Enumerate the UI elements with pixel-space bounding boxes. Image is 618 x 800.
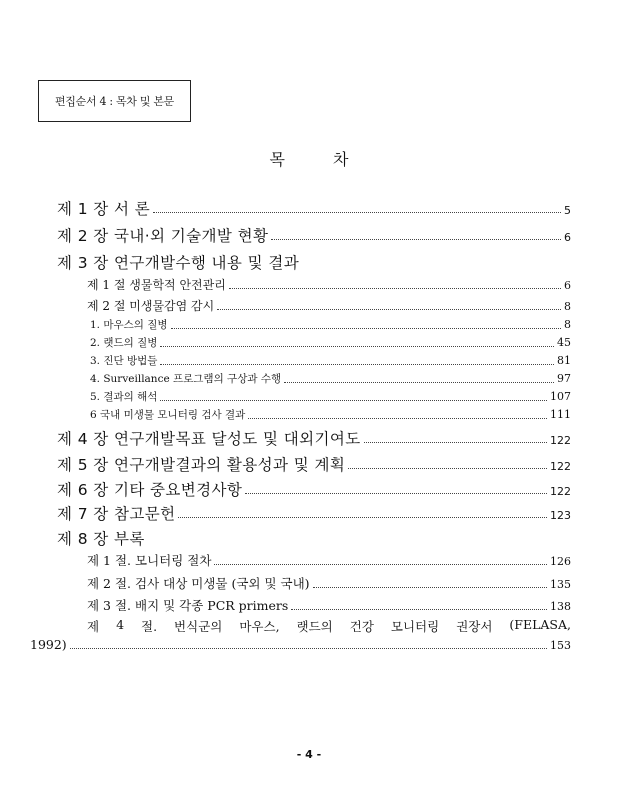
word: 제 [87, 619, 100, 634]
toc-entry-page: 122 [550, 460, 571, 473]
toc-entry[interactable] [90, 407, 571, 422]
toc-entry[interactable] [87, 596, 571, 614]
toc-entry-page: 5 [564, 204, 571, 217]
toc-entry-label: 제 1 절 생물학적 안전관리 [87, 278, 226, 292]
leader-dots [284, 382, 554, 383]
toc-entry-label: 제 2 장 국내·외 기술개발 현황 [57, 227, 269, 245]
toc-entry-label: 1992) [30, 637, 67, 652]
leader-dots [271, 239, 561, 240]
word: 권장서 [456, 619, 493, 634]
toc-title: 목차 [269, 150, 397, 169]
toc-entry-label: 제 4 장 연구개발목표 달성도 및 대외기여도 [57, 430, 361, 448]
toc-entry[interactable] [90, 317, 571, 332]
page-number: - 4 - [296, 748, 322, 761]
toc-entry-label: 4. Surveillance 프로그램의 구상과 수행 [90, 373, 282, 385]
edit-order-label: 편집순서 4 : 목차 및 본문 [38, 80, 191, 122]
toc-entry[interactable] [57, 453, 571, 475]
toc-entry[interactable] [57, 427, 571, 449]
leader-dots [291, 609, 547, 610]
toc-entry-label: 1. 마우스의 질병 [90, 319, 168, 331]
leader-dots [153, 212, 561, 213]
leader-dots [160, 346, 554, 347]
toc-entry-page: 138 [550, 600, 571, 613]
leader-dots [171, 328, 561, 329]
leader-dots [248, 418, 547, 419]
leader-dots [229, 288, 561, 289]
toc-entry[interactable] [90, 335, 571, 350]
toc-entry[interactable] [57, 527, 571, 549]
toc-entry-label: 5. 결과의 해석 [90, 391, 158, 403]
toc-entry-label: 2. 랫드의 질병 [90, 337, 158, 349]
toc-entry[interactable] [87, 276, 571, 293]
toc-entry-page: 126 [550, 555, 571, 568]
word: 건강 [349, 619, 374, 634]
leader-dots [245, 493, 547, 494]
toc-entry-page: 122 [550, 434, 571, 447]
toc-entry-label: 제 7 장 참고문헌 [57, 505, 176, 523]
leader-dots [160, 400, 547, 401]
toc-entry-page: 81 [557, 354, 571, 367]
toc-entry[interactable] [87, 551, 571, 569]
toc-entry-page: 45 [557, 336, 571, 349]
toc-entry-page: 6 [564, 231, 571, 244]
toc-entry-label: 제 3 장 연구개발수행 내용 및 결과 [57, 254, 300, 272]
toc-entry[interactable] [90, 371, 571, 386]
toc-entry-page: 111 [550, 408, 571, 421]
word: 절. [141, 619, 158, 634]
toc-entry-label: 제 2 절. 검사 대상 미생물 (국외 및 국내) [87, 576, 310, 591]
word: 4 [116, 617, 125, 632]
toc-entry[interactable] [90, 389, 571, 404]
leader-dots [178, 517, 547, 518]
toc-entry-label: 제 2 절 미생물감염 감시 [87, 299, 215, 313]
toc-entry-page: 8 [564, 300, 571, 313]
toc-entry[interactable] [57, 478, 571, 500]
toc-entry-wrapped-line1[interactable] [87, 617, 571, 635]
toc-entry[interactable] [90, 353, 571, 368]
leader-dots [348, 468, 547, 469]
toc-entry-label: 3. 진단 방법들 [90, 355, 158, 367]
toc-entry-label: 제 5 장 연구개발결과의 활용성과 및 계획 [57, 456, 346, 474]
toc-entry[interactable] [30, 637, 571, 652]
toc-entry[interactable] [57, 197, 571, 219]
toc-entry-page: 135 [550, 578, 571, 591]
toc-entry-label: 제 1 장 서 론 [57, 200, 151, 218]
toc-entry-page: 97 [557, 372, 571, 385]
toc-entry[interactable] [87, 574, 571, 592]
toc-entry-page: 122 [550, 485, 571, 498]
word: 마우스, [239, 619, 280, 634]
leader-dots [160, 364, 554, 365]
word: 모니터링 [390, 619, 440, 634]
toc-entry-page: 107 [550, 390, 571, 403]
toc-entry-label: 제 8 장 부록 [57, 530, 145, 548]
toc-entry-page: 6 [564, 279, 571, 292]
toc-entry-label: 제 1 절. 모니터링 절차 [87, 553, 212, 568]
toc-entry-page: 153 [550, 639, 571, 652]
toc-entry-label: 6 국내 미생물 모니터링 검사 결과 [90, 409, 246, 421]
toc-entry[interactable] [87, 297, 571, 314]
word: 랫드의 [296, 619, 333, 634]
toc-entry[interactable] [57, 251, 571, 273]
toc-entry[interactable] [57, 224, 571, 246]
toc-entry-label: 제 6 장 기타 중요변경사항 [57, 481, 243, 499]
leader-dots [214, 564, 547, 565]
leader-dots [70, 648, 547, 649]
leader-dots [217, 309, 561, 310]
word: (FELASA, [509, 617, 571, 632]
toc-entry-label: 제 3 절. 배지 및 각종 PCR primers [87, 598, 289, 613]
leader-dots [313, 587, 547, 588]
toc-entry-page: 8 [564, 318, 571, 331]
toc-entry[interactable] [57, 502, 571, 524]
leader-dots [364, 442, 547, 443]
word: 번식군의 [174, 619, 223, 634]
toc-entry-page: 123 [550, 509, 571, 522]
